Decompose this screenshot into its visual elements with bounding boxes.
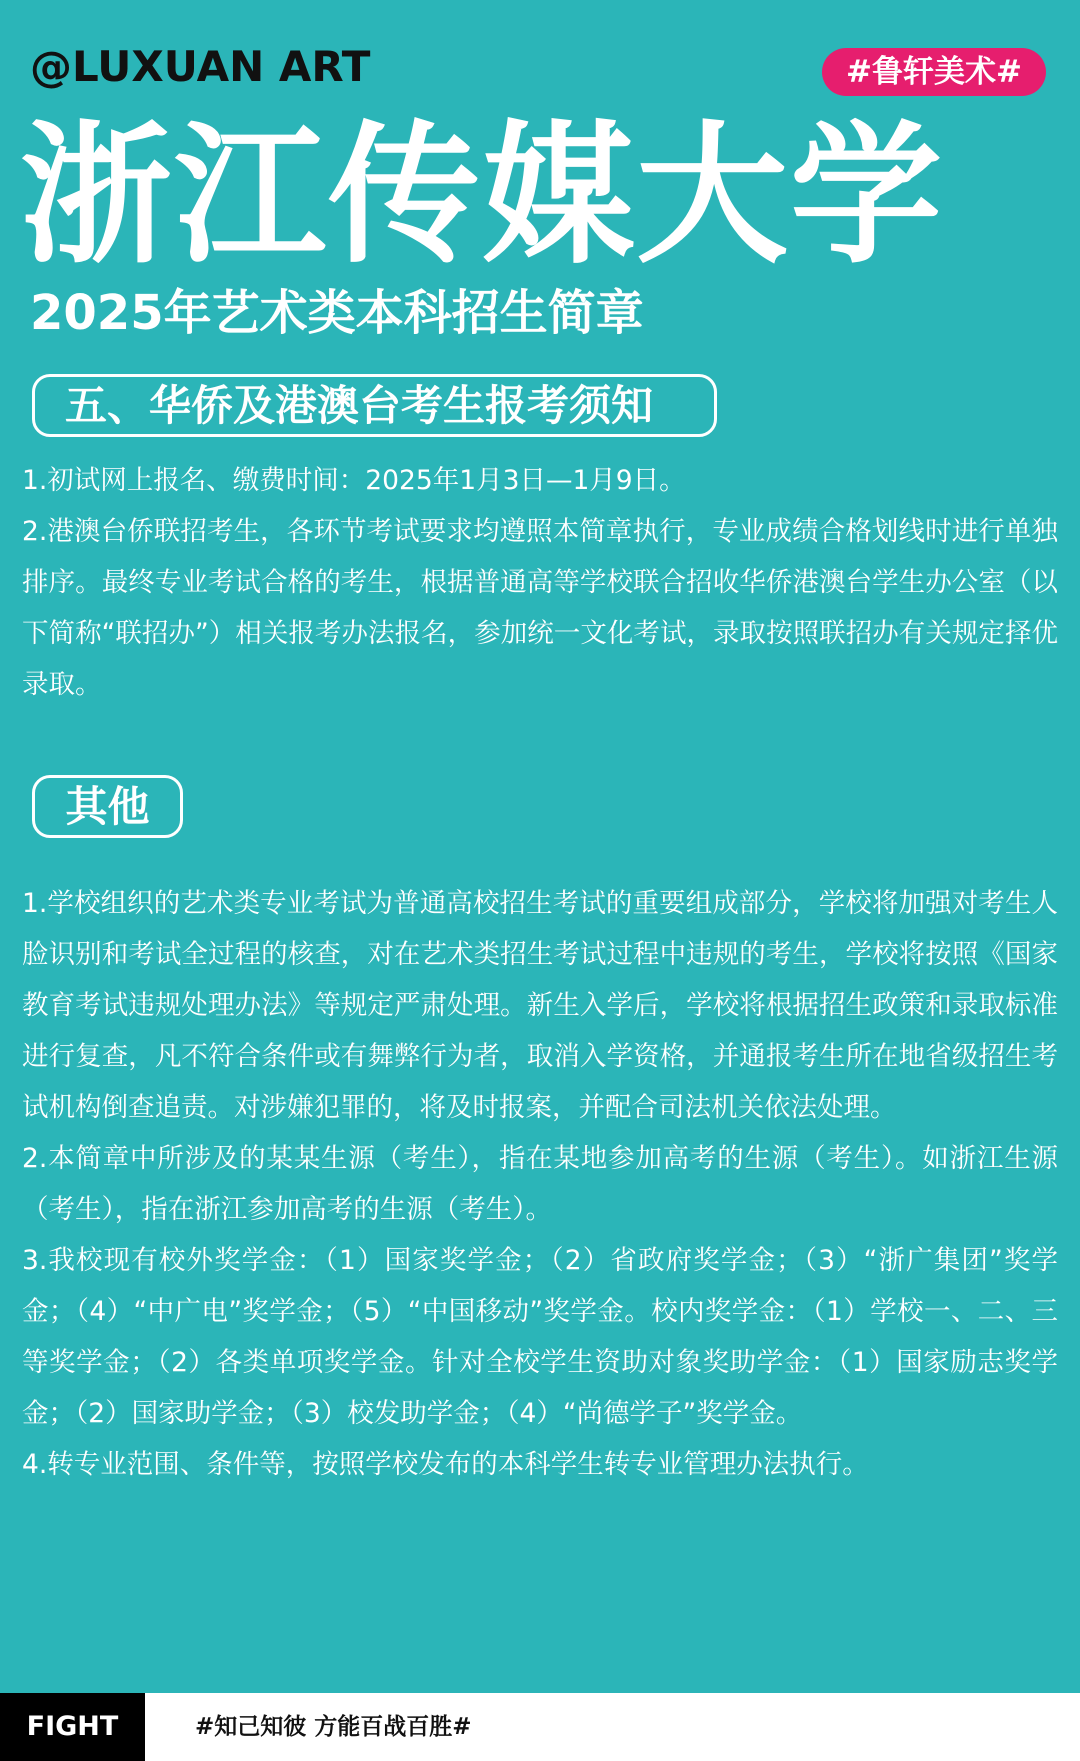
paragraph: 2.本简章中所涉及的某某生源（考生），指在某地参加高考的生源（考生）。如浙江生源（考生），指在浙江参加高考的生源（考生）。 xyxy=(22,1143,1058,1225)
footer-bar xyxy=(0,1693,1080,1761)
footer-slogan: #知己知彼 方能百战百胜# xyxy=(195,1714,472,1740)
paragraph: 3.我校现有校外奖学金：（1）国家奖学金；（2）省政府奖学金；（3）“浙广集团”奖学金；（4）“中广电”奖学金；（5）“中国移动”奖学金。校内奖学金：（1）学校一、二、三等奖学金；（2）各类单项奖学金。针对全校学生资助对象奖助学金：（1）国家励志奖学金；（2）国家助学金；（3）校发助学金；（4）“尚德学子”奖学金。 xyxy=(22,1245,1058,1429)
hashtag-badge: #鲁轩美术# xyxy=(822,48,1046,96)
page-title: 浙江传媒大学 xyxy=(20,107,944,284)
footer-fight-label: FIGHT xyxy=(0,1693,145,1761)
section-heading-other: 其他 xyxy=(32,775,183,838)
section-overseas-body xyxy=(22,455,1058,710)
section-other-body xyxy=(22,878,1058,1490)
page-subtitle: 2025年艺术类本科招生简章 xyxy=(30,285,644,341)
brand-label: @LUXUAN ART xyxy=(30,42,371,91)
paragraph: 1.学校组织的艺术类专业考试为普通高校招生考试的重要组成部分，学校将加强对考生人脸识别和考试全过程的核查，对在艺术类招生考试过程中违规的考生，学校将按照《国家教育考试违规处理办法》等规定严肃处理。新生入学后，学校将根据招生政策和录取标准进行复查，凡不符合条件或有舞弊行为者，取消入学资格，并通报考生所在地省级招生考试机构倒查追责。对涉嫌犯罪的，将及时报案，并配合司法机关依法处理。 xyxy=(22,888,1058,1123)
section-heading-overseas: 五、华侨及港澳台考生报考须知 xyxy=(32,374,717,437)
paragraph: 4.转专业范围、条件等，按照学校发布的本科学生转专业管理办法执行。 xyxy=(22,1449,869,1480)
paragraph: 2.港澳台侨联招考生，各环节考试要求均遵照本简章执行，专业成绩合格划线时进行单独排序。最终专业考试合格的考生，根据普通高等学校联合招收华侨港澳台学生办公室（以下简称“联招办”）相关报考办法报名，参加统一文化考试，录取按照联招办有关规定择优录取。 xyxy=(22,516,1058,700)
paragraph: 1.初试网上报名、缴费时间：2025年1月3日—1月9日。 xyxy=(22,465,686,496)
